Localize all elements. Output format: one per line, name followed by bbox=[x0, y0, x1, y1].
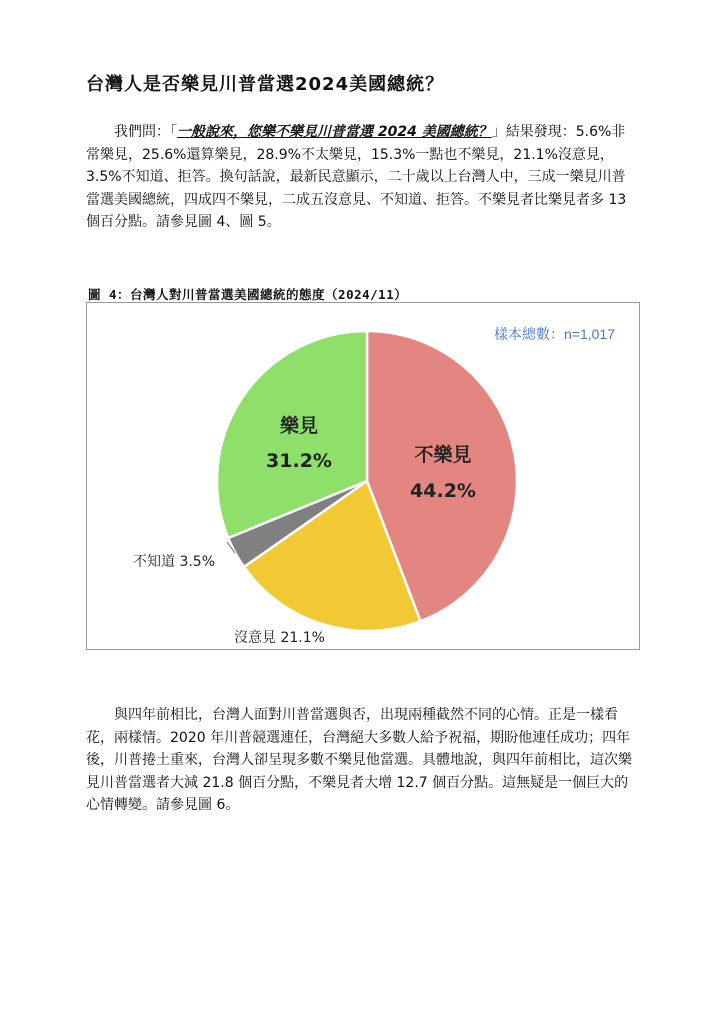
slice-label-le: 樂見 bbox=[279, 415, 319, 437]
slice-value-le: 31.2% bbox=[266, 450, 332, 472]
paragraph-intro bbox=[86, 121, 638, 234]
slice-label-bule: 不樂見 bbox=[414, 444, 472, 466]
slice-value-bule: 44.2% bbox=[410, 480, 476, 502]
figure-caption: 圖 4：台灣人對川普當選美國總統的態度（2024/11） bbox=[88, 287, 408, 302]
paragraph-comparison-text: 與四年前相比，台灣人面對川普當選與否，出現兩種截然不同的心情。正是一樣看花，兩樣情。2020 年川普競選連任，台灣絕大多數人給予祝福，期盼他連任成功；四年後，川普捲土重來，台灣人卻呈現多數不樂見他當選。具體地說，與四年前相比，這次樂見川普當選者大減 21.8 個百分點，不樂見者大增 12.7 個百分點。這無疑是一個巨大的心情轉變。請參見圖 6。 bbox=[86, 707, 632, 813]
slice-label-meiyijian: 沒意見 21.1% bbox=[234, 630, 325, 646]
paragraph-comparison bbox=[86, 704, 638, 817]
survey-question: 一般說來，您樂不樂見川普當選 2024 美國總統？ bbox=[177, 124, 492, 140]
slice-label-buzhidao: 不知道 3.5% bbox=[133, 554, 216, 570]
document-heading: 台灣人是否樂見川普當選2024美國總統？ bbox=[86, 74, 445, 95]
pie-chart-figure bbox=[86, 302, 640, 650]
paragraph-intro-lead: 我們問：「 bbox=[114, 124, 177, 140]
paragraph-intro-results: 」結果發現：5.6%非常樂見，25.6%還算樂見，28.9%不太樂見，15.3%一點也不樂見，21.1%沒意見，3.5%不知道、拒答。換句話說，最新民意顯示，二十歲以上台灣人中，三成一樂見川普當選美國總統，四成四不樂見，二成五沒意見、不知道、拒答。不樂見者比樂見者多 13 個百分點。請參見圖 4、圖 5。 bbox=[86, 124, 627, 230]
sample-size-note: 樣本總數：n=1,017 bbox=[494, 326, 615, 342]
pie-chart bbox=[87, 303, 641, 651]
